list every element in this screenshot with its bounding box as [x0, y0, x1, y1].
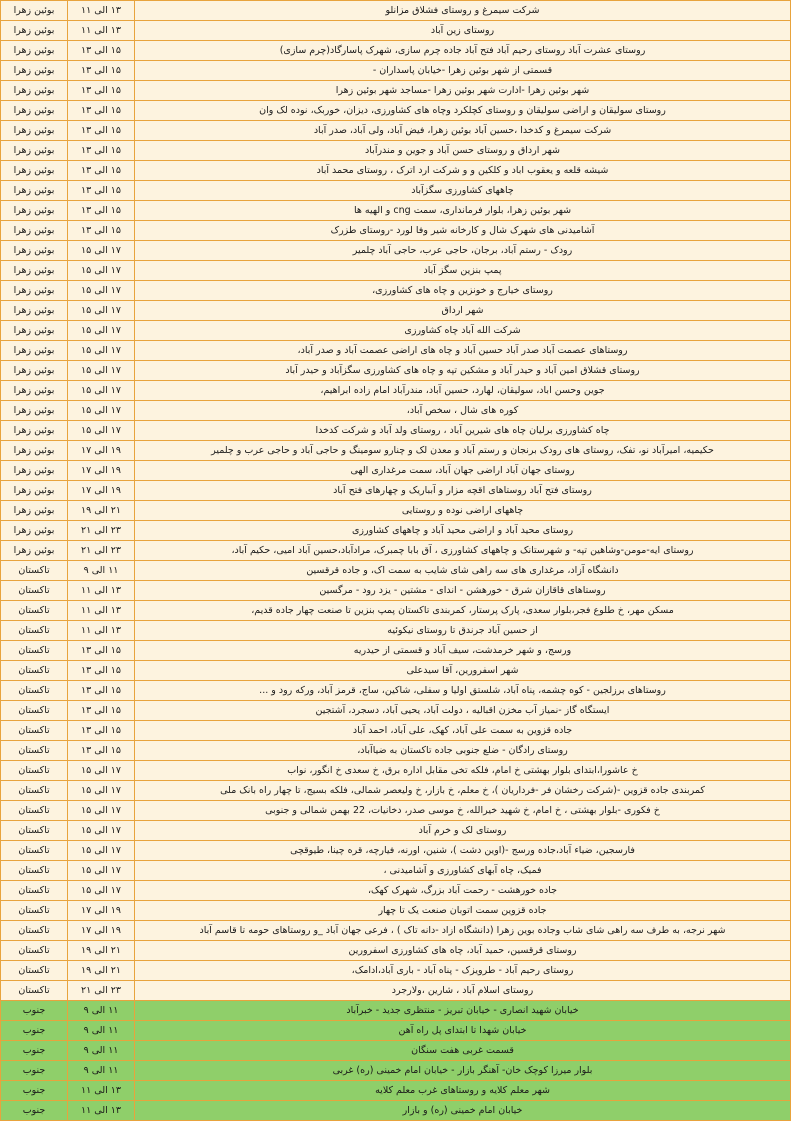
table-row: [1, 401, 791, 421]
cell-outage-area: خ عاشورا،ابتدای بلوار بهشتی خ امام، فلکه تخی مقابل اداره برق، خ سعدی خ انگور، نواب: [135, 761, 791, 781]
table-row: [1, 681, 791, 701]
cell-outage-area: روستاهای قاقازان شرق - خورهشن - اندای - مشتین - یزد رود - مرگسین: [135, 581, 791, 601]
table-row: [1, 381, 791, 401]
cell-region: تاکستان: [1, 761, 68, 781]
table-row: [1, 801, 791, 821]
cell-outage-area: شهر معلم کلایه و روستاهای غرب معلم کلایه: [135, 1081, 791, 1101]
cell-outage-time: ۱۷ الی ۱۵: [68, 261, 135, 281]
cell-outage-time: ۱۷ الی ۱۵: [68, 861, 135, 881]
cell-outage-area: جوین وحسن اباد، سولیقان، لهارد، حسین آباد، مندرآباد امام زاده ابراهیم،: [135, 381, 791, 401]
cell-region: بوئین زهرا: [1, 141, 68, 161]
table-row: [1, 501, 791, 521]
table-row: [1, 281, 791, 301]
cell-region: بوئین زهرا: [1, 301, 68, 321]
cell-outage-area: روستای سولیقان و اراضی سولیقان و روستای کچلکرد وچاه های کشاورزی، دیزان، خوربک، نوده لک وان: [135, 101, 791, 121]
cell-region: بوئین زهرا: [1, 421, 68, 441]
cell-region: جنوب: [1, 1001, 68, 1021]
cell-outage-area: فمیک، چاه آبهای کشاورزی و آشامیدنی ،: [135, 861, 791, 881]
cell-outage-time: ۱۷ الی ۱۵: [68, 761, 135, 781]
table-row: [1, 921, 791, 941]
cell-outage-area: قسمت غربی هفت سنگان: [135, 1041, 791, 1061]
cell-outage-area: روستای خیارج و خونزین و چاه های کشاورزی،: [135, 281, 791, 301]
cell-outage-time: ۱۷ الی ۱۵: [68, 781, 135, 801]
cell-outage-time: ۱۵ الی ۱۳: [68, 701, 135, 721]
table-row: [1, 141, 791, 161]
cell-outage-area: قسمتی از شهر بوئین زهرا -خیابان پاسداران -: [135, 61, 791, 81]
cell-region: بوئین زهرا: [1, 1, 68, 21]
cell-outage-time: ۱۷ الی ۱۵: [68, 401, 135, 421]
cell-region: بوئین زهرا: [1, 221, 68, 241]
cell-outage-time: ۱۷ الی ۱۵: [68, 881, 135, 901]
cell-outage-area: کوره های شال ، سخص آباد،: [135, 401, 791, 421]
cell-outage-time: ۱۵ الی ۱۳: [68, 221, 135, 241]
cell-outage-time: ۱۵ الی ۱۳: [68, 41, 135, 61]
cell-region: تاکستان: [1, 601, 68, 621]
cell-region: تاکستان: [1, 881, 68, 901]
cell-outage-time: ۱۳ الی ۱۱: [68, 1, 135, 21]
cell-outage-time: ۲۳ الی ۲۱: [68, 521, 135, 541]
table-row: [1, 481, 791, 501]
cell-region: بوئین زهرا: [1, 181, 68, 201]
cell-outage-area: روستای رحیم آباد - طرویزک - پناه آباد - باری آباد،ادامک،: [135, 961, 791, 981]
cell-outage-area: روستای محید آباد و اراضی محید آباد و چاههای کشاورزی: [135, 521, 791, 541]
cell-region: بوئین زهرا: [1, 521, 68, 541]
cell-outage-area: روستاهای برزلجین - کوه چشمه، پناه آباد، شلستق اولیا و سفلی، شاکین، ساج، قرمز آباد، ورکه رود و ...: [135, 681, 791, 701]
cell-region: تاکستان: [1, 641, 68, 661]
cell-region: بوئین زهرا: [1, 261, 68, 281]
cell-outage-time: ۱۵ الی ۱۳: [68, 741, 135, 761]
cell-outage-area: مسکن مهر، خ طلوع فجر،بلوار سعدی، پارک پرستار، کمربندی تاکستان پمپ بنزین تا صنعت چهار جاده قدیم،: [135, 601, 791, 621]
cell-outage-time: ۱۷ الی ۱۵: [68, 801, 135, 821]
table-row: [1, 341, 791, 361]
cell-outage-area: روستای عشرت آباد روستای رحیم آباد فتح آباد جاده چرم سازی، شهرک پاسارگاد(چرم سازی): [135, 41, 791, 61]
table-row: [1, 301, 791, 321]
cell-region: بوئین زهرا: [1, 101, 68, 121]
cell-outage-time: ۱۵ الی ۱۳: [68, 121, 135, 141]
table-row: [1, 741, 791, 761]
cell-outage-area: شهر بوئین زهرا، بلوار فرمانداری، سمت cng و الهیه ها: [135, 201, 791, 221]
table-row: [1, 781, 791, 801]
table-row: [1, 441, 791, 461]
cell-outage-area: روستای زین آباد: [135, 21, 791, 41]
cell-outage-area: روستای جهان آباد اراضی جهان آباد، سمت مرغداری الهی: [135, 461, 791, 481]
cell-outage-time: ۱۹ الی ۱۷: [68, 461, 135, 481]
cell-region: تاکستان: [1, 561, 68, 581]
cell-outage-time: ۱۵ الی ۱۳: [68, 141, 135, 161]
table-row: [1, 881, 791, 901]
cell-outage-time: ۲۱ الی ۱۹: [68, 961, 135, 981]
cell-outage-area: خیابان امام خمینی (ره) و بازار: [135, 1101, 791, 1121]
cell-outage-time: ۲۳ الی ۲۱: [68, 541, 135, 561]
cell-outage-area: جاده خورهشت - رحمت آباد بزرگ، شهرک کهک،: [135, 881, 791, 901]
table-row: [1, 701, 791, 721]
table-row: [1, 1061, 791, 1081]
table-body: [1, 1, 791, 1121]
cell-outage-area: شهر نرجه، به طرف سه راهی شای شاب وجاده بوین زهرا (دانشگاه ازاد -دانه تاک ) ، فرعی جهان آباد _و روستاهای حومه تا قاسم آباد: [135, 921, 791, 941]
cell-outage-time: ۱۷ الی ۱۵: [68, 281, 135, 301]
table-row: [1, 581, 791, 601]
cell-outage-area: شرکت سیمرغ و روستای فشلاق مزانلو: [135, 1, 791, 21]
table-row: [1, 521, 791, 541]
table-row: [1, 1081, 791, 1101]
cell-outage-area: شهر ارداق: [135, 301, 791, 321]
cell-region: تاکستان: [1, 581, 68, 601]
cell-outage-area: خیابان شهدا تا ابتدای پل راه آهن: [135, 1021, 791, 1041]
cell-outage-time: ۱۷ الی ۱۵: [68, 321, 135, 341]
cell-outage-area: کمربندی جاده قزوین -(شرکت رخشان فر -فرداریان )، خ معلم، خ بازار، خ ولیعصر شمالی، فلکه بسیج، تا چهار راه بانک ملی: [135, 781, 791, 801]
cell-region: بوئین زهرا: [1, 381, 68, 401]
cell-outage-time: ۱۹ الی ۱۷: [68, 481, 135, 501]
cell-region: بوئین زهرا: [1, 161, 68, 181]
table-row: [1, 981, 791, 1001]
cell-region: بوئین زهرا: [1, 121, 68, 141]
cell-outage-area: چاههای اراضی نوده و روستایی: [135, 501, 791, 521]
cell-region: جنوب: [1, 1041, 68, 1061]
cell-region: تاکستان: [1, 821, 68, 841]
cell-region: تاکستان: [1, 621, 68, 641]
cell-region: جنوب: [1, 1021, 68, 1041]
cell-outage-area: آشامیدنی های شهرک شال و کارخانه شیر وفا لورد -روستای طزرک: [135, 221, 791, 241]
cell-region: بوئین زهرا: [1, 241, 68, 261]
table-row: [1, 461, 791, 481]
table-row: [1, 321, 791, 341]
cell-region: بوئین زهرا: [1, 441, 68, 461]
cell-outage-area: روستای فتح آباد روستاهای اقچه مزار و آبباریک و چهارهای فتح آباد: [135, 481, 791, 501]
table-row: [1, 161, 791, 181]
cell-outage-area: چاه کشاورزی برلیان چاه های شیرین آباد ، روستای ولد آباد و شرکت کدخدا: [135, 421, 791, 441]
table-row: [1, 721, 791, 741]
cell-outage-area: روستای قرقسین، حمید آباد، چاه های کشاورزی اسفرورین: [135, 941, 791, 961]
cell-outage-time: ۱۵ الی ۱۳: [68, 161, 135, 181]
table-row: [1, 941, 791, 961]
cell-outage-time: ۱۷ الی ۱۵: [68, 341, 135, 361]
cell-outage-time: ۱۷ الی ۱۵: [68, 301, 135, 321]
cell-outage-time: ۱۷ الی ۱۵: [68, 381, 135, 401]
cell-region: تاکستان: [1, 781, 68, 801]
cell-outage-time: ۱۱ الی ۹: [68, 1021, 135, 1041]
cell-region: جنوب: [1, 1081, 68, 1101]
cell-region: بوئین زهرا: [1, 281, 68, 301]
cell-outage-area: پمپ بنزین سگز آباد: [135, 261, 791, 281]
cell-outage-time: ۱۹ الی ۱۷: [68, 441, 135, 461]
table-row: [1, 261, 791, 281]
table-row: [1, 361, 791, 381]
cell-region: بوئین زهرا: [1, 541, 68, 561]
cell-outage-time: ۱۷ الی ۱۵: [68, 421, 135, 441]
cell-outage-time: ۱۱ الی ۹: [68, 561, 135, 581]
cell-outage-time: ۱۵ الی ۱۳: [68, 201, 135, 221]
cell-region: تاکستان: [1, 681, 68, 701]
table-row: [1, 601, 791, 621]
cell-outage-area: شیشه قلعه و یعقوب اباد و کلکین و و شرکت ارد اترک ، روستای محمد آباد: [135, 161, 791, 181]
cell-outage-area: روستای رادگان - ضلع جنوبی جاده تاکستان به ضیاآباد،: [135, 741, 791, 761]
cell-outage-time: ۱۵ الی ۱۳: [68, 641, 135, 661]
table-row: [1, 661, 791, 681]
cell-outage-area: از حسین آباد جرندق تا روستای نیکوئیه: [135, 621, 791, 641]
table-row: [1, 81, 791, 101]
cell-region: جنوب: [1, 1061, 68, 1081]
cell-outage-time: ۲۱ الی ۱۹: [68, 501, 135, 521]
cell-region: تاکستان: [1, 661, 68, 681]
cell-region: تاکستان: [1, 701, 68, 721]
cell-outage-area: شهر بوئین زهرا -ادارت شهر بوئین زهرا -مساجد شهر بوئین زهرا: [135, 81, 791, 101]
cell-region: بوئین زهرا: [1, 481, 68, 501]
cell-outage-area: شهر ارداق و روستای حسن آباد و جوین و مندرآباد: [135, 141, 791, 161]
cell-region: بوئین زهرا: [1, 361, 68, 381]
cell-outage-time: ۲۳ الی ۲۱: [68, 981, 135, 1001]
cell-outage-area: جاده قزوین سمت اتوبان صنعت یک تا چهار: [135, 901, 791, 921]
cell-outage-time: ۱۳ الی ۱۱: [68, 1081, 135, 1101]
cell-outage-time: ۱۷ الی ۱۵: [68, 841, 135, 861]
cell-region: بوئین زهرا: [1, 201, 68, 221]
table-row: [1, 221, 791, 241]
cell-outage-time: ۱۵ الی ۱۳: [68, 181, 135, 201]
cell-region: بوئین زهرا: [1, 341, 68, 361]
cell-outage-area: خ فکوری -بلوار بهشتی ، خ امام، خ شهید خیرالله، خ موسی صدر، دخانیات، 22 بهمن شمالی و جنوبی: [135, 801, 791, 821]
cell-outage-time: ۱۳ الی ۱۱: [68, 1101, 135, 1121]
cell-outage-time: ۱۵ الی ۱۳: [68, 681, 135, 701]
table-row: [1, 1041, 791, 1061]
cell-region: بوئین زهرا: [1, 461, 68, 481]
cell-outage-time: ۱۹ الی ۱۷: [68, 921, 135, 941]
table-row: [1, 841, 791, 861]
cell-region: تاکستان: [1, 961, 68, 981]
cell-region: بوئین زهرا: [1, 321, 68, 341]
table-row: [1, 101, 791, 121]
cell-region: تاکستان: [1, 901, 68, 921]
cell-outage-area: شرکت الله آباد چاه کشاورزی: [135, 321, 791, 341]
cell-outage-time: ۱۵ الی ۱۳: [68, 61, 135, 81]
table-row: [1, 621, 791, 641]
table-row: [1, 21, 791, 41]
cell-outage-time: ۲۱ الی ۱۹: [68, 941, 135, 961]
cell-region: بوئین زهرا: [1, 41, 68, 61]
cell-outage-area: خیابان شهید انصاری - خیابان تبریز - منتظری جدید - خبرآباد: [135, 1001, 791, 1021]
cell-outage-area: روستاهای عصمت آباد صدر آباد حسین آباد و چاه های اراضی عصمت آباد و صدر آباد،: [135, 341, 791, 361]
cell-outage-area: دانشگاه آزاد، مرغداری های سه راهی شای شایب به سمت اک، و جاده قرقسین: [135, 561, 791, 581]
table-row: [1, 761, 791, 781]
table-row: [1, 241, 791, 261]
cell-outage-area: روستای قشلاق امین آباد و حیدر آباد و مشکین تپه و چاه های کشاورزی سگزآباد و حیدر آباد: [135, 361, 791, 381]
cell-outage-time: ۱۷ الی ۱۵: [68, 241, 135, 261]
cell-outage-area: جاده قزوین به سمت علی آباد، کهک، علی آباد، احمد آباد: [135, 721, 791, 741]
cell-outage-area: روستای ایه-مومن-وشاهین تپه- و شهرستانک و چاههای کشاورزی ، آق بابا چمبرک، مرادآباد،حسین آباد امیی، حکیم آباد،: [135, 541, 791, 561]
table-row: [1, 901, 791, 921]
cell-outage-area: فارسجین، ضیاء آباد،جاده ورسج -(اوین دشت )، شنین، اورنه، فیارچه، قره چینا، طیوقچی: [135, 841, 791, 861]
cell-outage-area: روستای اسلام آباد ، شارین ،ولارجرد: [135, 981, 791, 1001]
table-row: [1, 1, 791, 21]
table-row: [1, 821, 791, 841]
table-row: [1, 1101, 791, 1121]
cell-outage-time: ۱۹ الی ۱۷: [68, 901, 135, 921]
table-row: [1, 961, 791, 981]
cell-outage-time: ۱۳ الی ۱۱: [68, 601, 135, 621]
cell-outage-area: روستای لک و خرم آباد: [135, 821, 791, 841]
table-row: [1, 181, 791, 201]
cell-outage-area: بلوار میرزا کوچک خان- آهنگر بازار - خیابان امام خمینی (ره) غربی: [135, 1061, 791, 1081]
cell-outage-time: ۱۳ الی ۱۱: [68, 581, 135, 601]
cell-outage-time: ۱۵ الی ۱۳: [68, 81, 135, 101]
table-row: [1, 541, 791, 561]
cell-region: تاکستان: [1, 921, 68, 941]
cell-outage-area: حکیمیه، امیرآباد نو، تفک، روستای های رودک برنجان و رستم آباد و معدن لک و چنارو سومینگ و حاجی آباد و حاجی عرب و چلمیر: [135, 441, 791, 461]
table-row: [1, 641, 791, 661]
cell-outage-time: ۱۷ الی ۱۵: [68, 361, 135, 381]
cell-outage-time: ۱۳ الی ۱۱: [68, 21, 135, 41]
cell-outage-time: ۱۳ الی ۱۱: [68, 621, 135, 641]
cell-region: بوئین زهرا: [1, 81, 68, 101]
cell-region: بوئین زهرا: [1, 401, 68, 421]
table-row: [1, 201, 791, 221]
cell-region: تاکستان: [1, 741, 68, 761]
cell-outage-area: رودک - رستم آباد، برجان، حاجی عرب، حاجی آباد چلمیر: [135, 241, 791, 261]
cell-region: تاکستان: [1, 801, 68, 821]
cell-region: جنوب: [1, 1101, 68, 1121]
cell-outage-area: ورسج، و شهر خرمدشت، سیف آباد و قسمتی از حیدریه: [135, 641, 791, 661]
cell-region: بوئین زهرا: [1, 21, 68, 41]
cell-region: بوئین زهرا: [1, 61, 68, 81]
table-row: [1, 121, 791, 141]
cell-outage-time: ۱۱ الی ۹: [68, 1001, 135, 1021]
cell-outage-time: ۱۵ الی ۱۳: [68, 661, 135, 681]
cell-outage-time: ۱۵ الی ۱۳: [68, 721, 135, 741]
cell-outage-time: ۱۱ الی ۹: [68, 1061, 135, 1081]
cell-outage-time: ۱۵ الی ۱۳: [68, 101, 135, 121]
cell-region: تاکستان: [1, 721, 68, 741]
cell-outage-area: چاههای کشاورزی سگزآباد: [135, 181, 791, 201]
cell-region: تاکستان: [1, 861, 68, 881]
cell-outage-time: ۱۱ الی ۹: [68, 1041, 135, 1061]
cell-outage-area: شهر اسفرورین، آقا سیدعلی: [135, 661, 791, 681]
cell-outage-area: ایستگاه گاز -نمیاز آب مخزن اقبالیه ، دولت آباد، یحیی آباد، دسجرد، آشتجین: [135, 701, 791, 721]
cell-outage-area: شرکت سیمرغ و کدخدا ،حسین آباد بوئین زهرا، فیض آباد، ولی آباد، صدر آباد: [135, 121, 791, 141]
table-row: [1, 861, 791, 881]
cell-region: تاکستان: [1, 981, 68, 1001]
table-row: [1, 1001, 791, 1021]
table-row: [1, 421, 791, 441]
cell-region: تاکستان: [1, 941, 68, 961]
cell-region: تاکستان: [1, 841, 68, 861]
cell-region: بوئین زهرا: [1, 501, 68, 521]
table-row: [1, 61, 791, 81]
table-row: [1, 561, 791, 581]
table-row: [1, 41, 791, 61]
cell-outage-time: ۱۷ الی ۱۵: [68, 821, 135, 841]
